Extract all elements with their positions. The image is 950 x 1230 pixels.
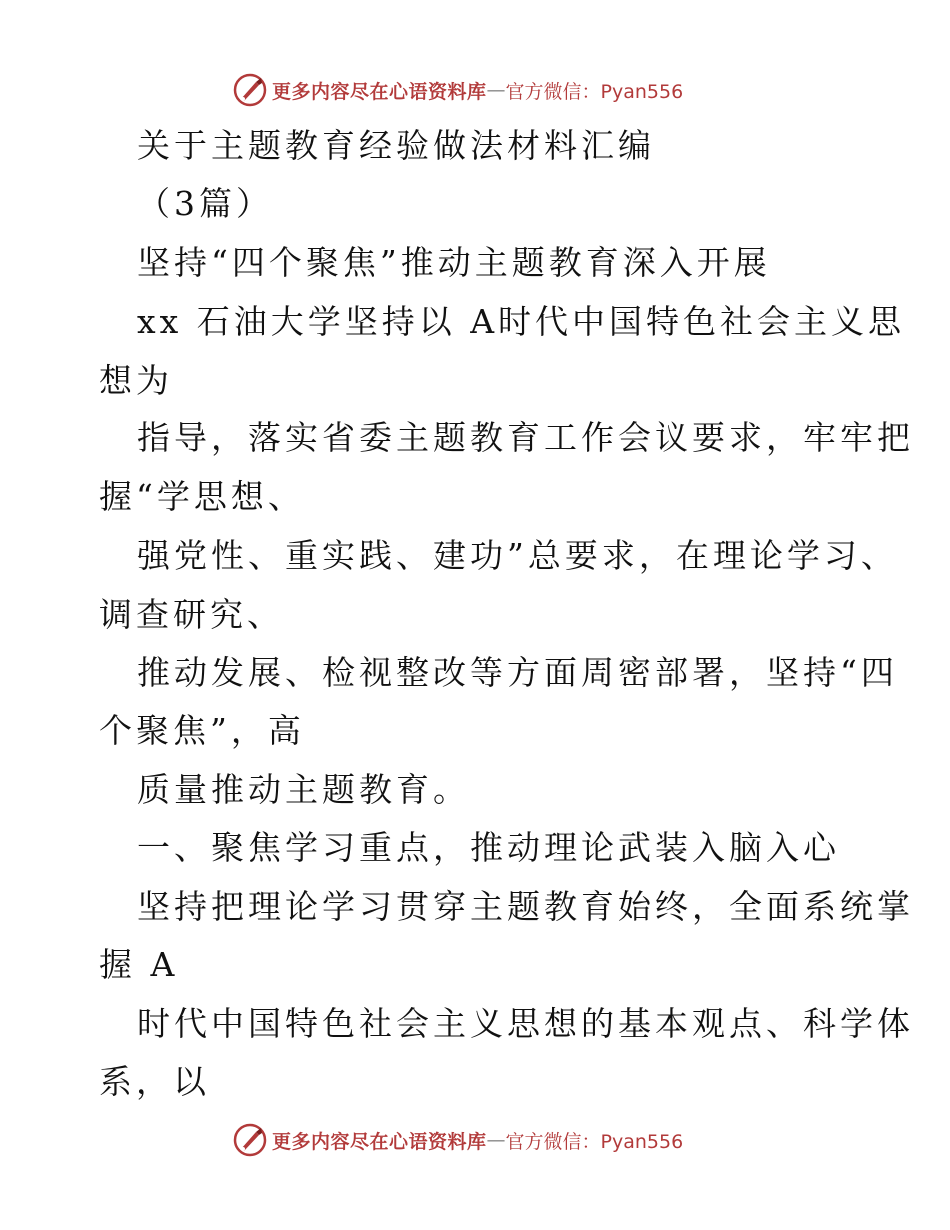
watermark-separator: — <box>486 79 506 101</box>
paragraph-line: 调查研究、 <box>99 595 284 634</box>
quill-pen-logo-icon <box>232 72 268 108</box>
paragraph-line: 想为 <box>99 361 173 400</box>
paragraph-line: 握 A <box>99 945 179 984</box>
quill-pen-logo-icon <box>232 1122 268 1158</box>
paragraph-line: 推动发展、检视整改等方面周密部署，坚持“四 <box>137 653 898 692</box>
watermark-site-text: 更多内容尽在心语资料库 <box>272 80 487 103</box>
watermark-contact: 官方微信：Pyan556 <box>505 80 684 103</box>
article-heading: 坚持“四个聚焦”推动主题教育深入开展 <box>137 243 771 282</box>
paragraph-line: 个聚焦”，高 <box>99 711 305 750</box>
watermark-separator: — <box>486 1129 506 1151</box>
paragraph-line: 强党性、重实践、建功”总要求，在理论学习、 <box>137 536 898 575</box>
watermark-site-text: 更多内容尽在心语资料库 <box>272 1130 487 1153</box>
paragraph-line: 握“学思想、 <box>99 477 305 516</box>
paragraph-line: 坚持把理论学习贯穿主题教育始终，全面系统掌 <box>137 887 914 926</box>
paragraph-line: 质量推动主题教育。 <box>137 770 470 809</box>
paragraph-line: 时代中国特色社会主义思想的基本观点、科学体 <box>137 1004 914 1043</box>
watermark-contact: 官方微信：Pyan556 <box>505 1130 684 1153</box>
paragraph-line: 系，以 <box>99 1062 210 1101</box>
paragraph-line: xx 石油大学坚持以 A时代中国特色社会主义思 <box>137 302 906 341</box>
watermark-banner-bottom <box>232 1120 683 1160</box>
paragraph-line: 指导，落实省委主题教育工作会议要求，牢牢把 <box>137 418 914 457</box>
section-heading: 一、聚焦学习重点，推动理论武装入脑入心 <box>137 828 840 867</box>
document-title: 关于主题教育经验做法材料汇编 <box>137 126 655 165</box>
document-subtitle: （3篇） <box>137 184 273 223</box>
watermark-banner-top <box>232 70 683 110</box>
